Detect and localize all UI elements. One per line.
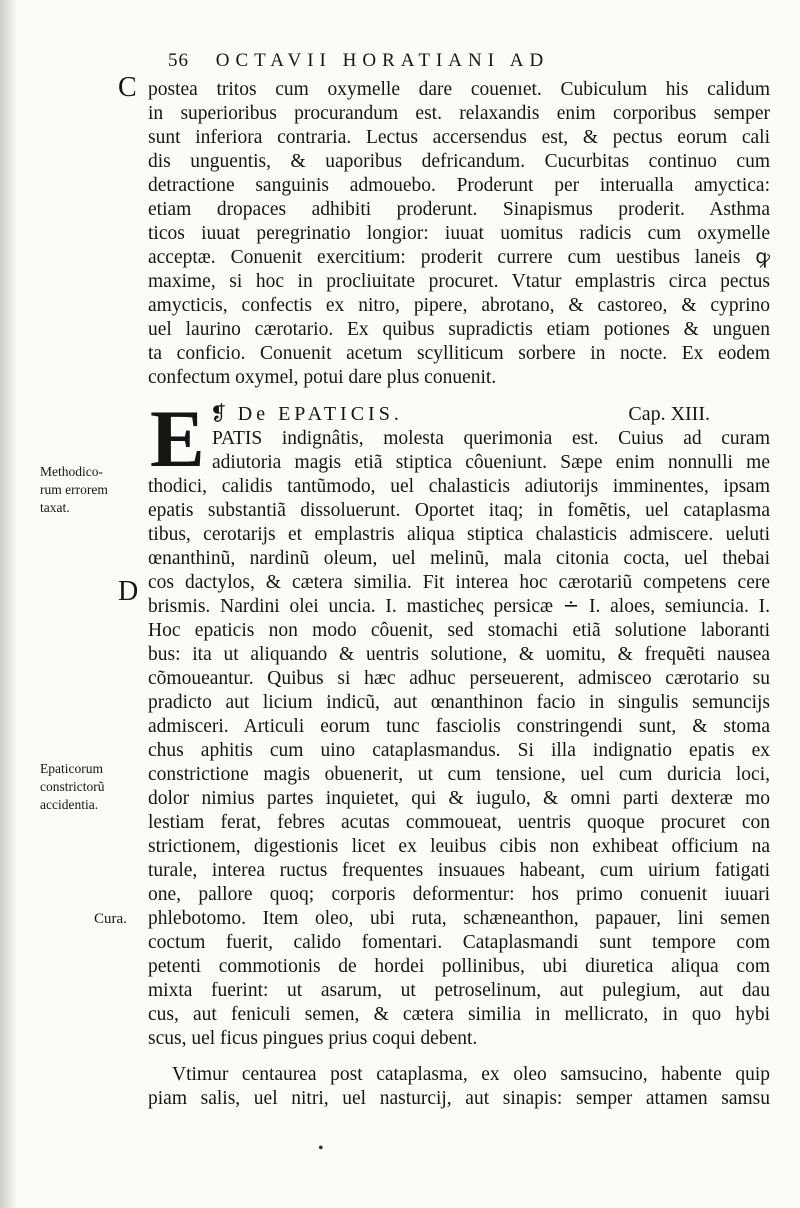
ink-speck: • xyxy=(318,1140,324,1157)
text-line: lestiam ferat, febres acutas commoueat, uentris quoque procuret con xyxy=(148,812,770,833)
text-line: uel laurino cærotario. Ex quibus supradictis etiam potiones & unguen xyxy=(148,319,770,340)
text-line: cos dactylos, & cætera similia. Fit interea hoc cærotariũ competens cere xyxy=(148,572,770,593)
text-line: detractione sanguinis admouebo. Proderunt per interualla amyctica: xyxy=(148,175,770,196)
margin-note-line: Methodico- xyxy=(40,464,103,479)
text-line: postea tritos cum oxymelle dare couenıet. Cubiculum his calidum xyxy=(148,79,770,100)
margin-note-line: accidentia. xyxy=(40,797,99,812)
text-line: Hoc epaticis non modo côuenit, sed stomachi etiã solutione laboranti xyxy=(148,620,770,641)
text-line: sunt inferiora contraria. Lectus accersendus est, & pectus eorum cali xyxy=(148,127,770,148)
text-line: adiutoria magis etiã stiptica côueniunt. Sæpe enim nonnulli me xyxy=(212,452,770,473)
page-gutter-shadow xyxy=(0,0,16,1208)
text-line: strictionem, digestionis licet ex leuibus cibis non exhibeat officium na xyxy=(148,836,770,857)
section-letter-c: C xyxy=(118,72,137,103)
text-line: amycticis, confectis ex nitro, pipere, abrotano, & castoreo, & cyprino xyxy=(148,295,770,316)
text-line: constrictione magis obuenerit, ut cum tensione, uel cum duricia loci, xyxy=(148,764,770,785)
chapter-heading xyxy=(210,402,710,426)
drop-cap-initial: E xyxy=(150,393,205,484)
margin-note-cura: Cura. xyxy=(94,911,127,927)
running-head xyxy=(168,50,768,72)
text-line: dolor nimius partes inquietet, qui & iugulo, & omni parti dexteræ mo xyxy=(148,788,770,809)
chapter-number: Cap. XIII. xyxy=(628,403,710,425)
text-line: piam salis, uel nitri, uel nasturcĳ, aut sinapis: semper attamen samsu xyxy=(148,1088,770,1109)
text-line: ta conficio. Conuenit acetum scylliticum sorbere in nocte. Ex eodem xyxy=(148,343,770,364)
section-letter-d: D xyxy=(118,576,139,607)
text-line: one, pallore quoq; corporis deformentur: hos primo conuenit iuuari xyxy=(148,884,770,905)
text-line: mixta fuerint: ut asarum, ut petroselinum, aut pulegium, aut dau xyxy=(148,980,770,1001)
text-line: dis unguentis, & uaporibus defricandum. Cucurbitas continuo cum xyxy=(148,151,770,172)
paragraph-mark-icon: ❡ xyxy=(210,403,227,425)
text-line: Vtimur centaurea post cataplasma, ex oleo samsucino, habente quip xyxy=(172,1064,770,1085)
margin-note-line: taxat. xyxy=(40,500,70,515)
text-line: admisceri. Articuli eorum tunc fasciolis constringendi sunt, & stoma xyxy=(148,716,770,737)
text-line: turale, interea ructus frequentes insuaues habeant, cum uirium fatigati xyxy=(148,860,770,881)
text-line: cus, aut feniculi semen, & cætera similia in mellicrato, in quo hybi xyxy=(148,1004,770,1025)
text-line: chus aphitis cum uino cataplasmandus. Si illa indignatio epatis ex xyxy=(148,740,770,761)
page-number: 56 xyxy=(168,50,189,71)
running-title: OCTAVII HORATIANI AD xyxy=(215,50,550,71)
margin-note-line: constrictorũ xyxy=(40,779,105,794)
text-line: bus: ita ut aliquando & uentris solutione, & uomitu, & frequẽti nausea xyxy=(148,644,770,665)
margin-note-epaticorum xyxy=(40,760,145,814)
margin-note-methodicorum xyxy=(40,463,145,517)
text-line: acceptæ. Conuenit exercitium: proderit currere cum uestibus laneis ꝙ xyxy=(148,247,770,268)
text-line: etiam dropaces adhibiti proderunt. Sinapismus proderit. Asthma xyxy=(148,199,770,220)
chapter-title: De EPATICIS. xyxy=(237,403,403,425)
text-line: œnanthinũ, nardinũ oleum, uel melinũ, mala citonia cocta, uel thebai xyxy=(148,548,770,569)
text-line: pradicto aut licium indicũ, aut œnanthinon facio in singulis semuncĳs xyxy=(148,692,770,713)
text-line: maxime, si hoc in procliuitate procuret. Vtatur emplastris circa pectus xyxy=(148,271,770,292)
text-line: ticos iuuat peregrinatio longior: iuuat uomitus radicis cum oxymelle xyxy=(148,223,770,244)
text-line: in superioribus procurandum est. relaxandis enim corporibus semper xyxy=(148,103,770,124)
text-line: thodici, calidis tantũmodo, uel chalasticis adiutorĳs imminentes, ipsam xyxy=(148,476,770,497)
text-line: coctum fuerit, calido fomentari. Cataplasmandi sunt tempore com xyxy=(148,932,770,953)
text-line: confectum oxymel, potui dare plus conuenit. xyxy=(148,367,497,388)
margin-note-line: rum errorem xyxy=(40,482,108,497)
text-line: tibus, cerotarĳs et emplastris aliqua stiptica chalasticis admiscere. ueluti xyxy=(148,524,770,545)
text-line: cõmoueantur. Quibus si hæc adhuc perseuerent, admisceo cærotario su xyxy=(148,668,770,689)
text-line: epatis substantiã dissoluerunt. Oportet itaq; in fomẽtis, uel cataplasma xyxy=(148,500,770,521)
text-line: phlebotomo. Item oleo, ubi ruta, schæneanthon, papauer, lini semen xyxy=(148,908,770,929)
text-line: brismis. Nardini olei uncia. I. masticheς persicæ ∸ I. aloes, semiuncia. I. xyxy=(148,596,770,617)
text-line: petenti commotionis de hordei pollinibus, ubi diuretica aliqua com xyxy=(148,956,770,977)
text-line: PATIS indignâtis, molesta querimonia est. Cuius ad curam xyxy=(212,428,770,449)
margin-note-line: Epaticorum xyxy=(40,761,103,776)
text-line: scus, uel ficus pingues prius coqui debent. xyxy=(148,1028,478,1049)
